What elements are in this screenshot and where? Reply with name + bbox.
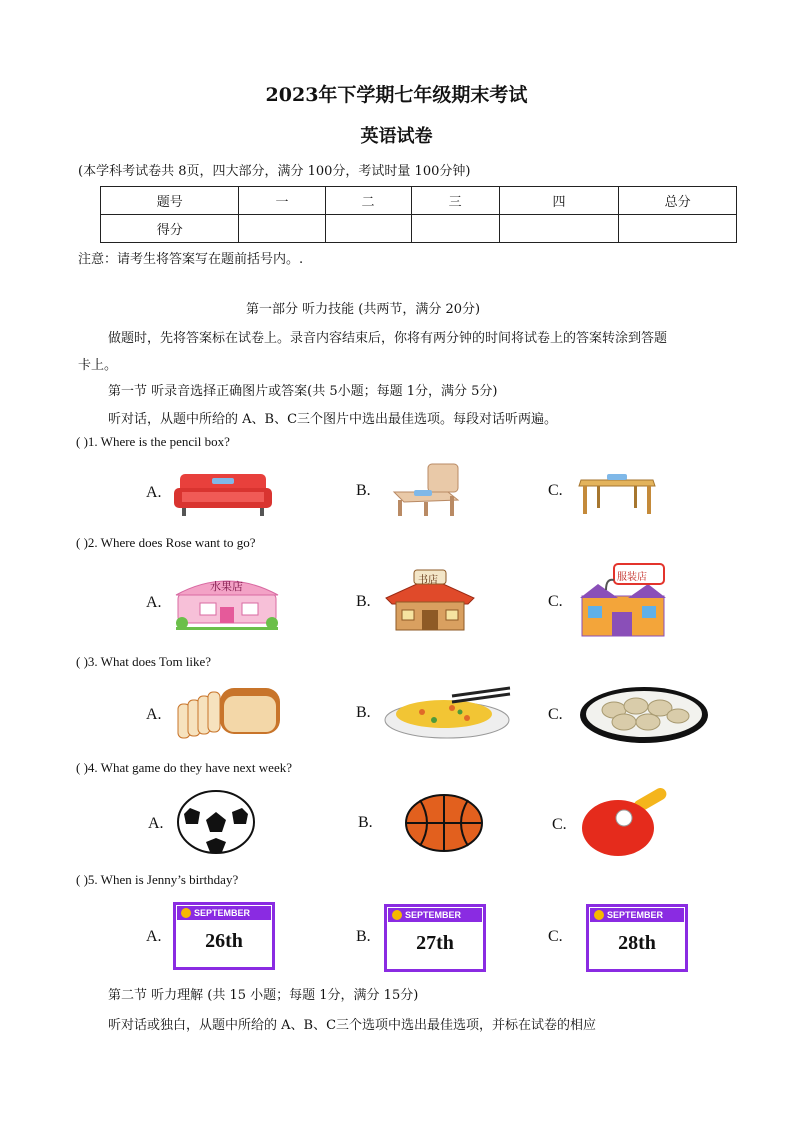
sun-icon [181,908,191,918]
part1-intro-1: 做题时，先将答案标在试卷上。录音内容结束后，你将有两分钟的时间将试卷上的答案转涂到答题 [108,331,668,346]
score-table-score-row [101,215,737,243]
ping-pong-paddle-image [580,788,672,858]
bread-image [172,682,284,742]
section1-title: 第一节 听录音选择正确图片或答案(共 5小题；每题 1分，满分 5分) [108,384,498,399]
option-b[interactable]: B. [356,704,371,721]
option-b[interactable]: B. [358,814,373,831]
notice: 注意：请考生将答案写在题前括号内。. [78,252,304,267]
calendar-header: SEPTEMBER [590,908,684,922]
sun-icon [594,910,604,920]
noodles-image [382,686,512,740]
part1-intro-2: 卡上。 [78,358,118,373]
dumplings-image [578,684,710,744]
question-3: ( )3. What does Tom like? [76,654,212,669]
option-c[interactable]: C. [548,482,563,499]
score-header-cell: 三 [411,187,499,215]
option-c[interactable]: C. [548,928,563,945]
football-image [176,790,256,854]
option-b[interactable]: B. [356,928,371,945]
option-c[interactable]: C. [552,816,567,833]
chair-image [388,462,464,518]
score-table-header-row [101,187,737,215]
table-image [577,470,657,516]
score-table [100,186,737,243]
score-row-label: 得分 [101,215,239,243]
exam-info: (本学科考试卷共 8页，四大部分，满分 100分，考试时量 100分钟) [78,164,471,179]
calendar-day: 27th [416,932,454,954]
basketball-image [404,794,484,852]
option-b[interactable]: B. [356,593,371,610]
sofa-image [172,470,274,518]
question-1: ( )1. Where is the pencil box? [76,434,230,449]
calendar-header: SEPTEMBER [177,906,271,920]
option-a[interactable]: A. [146,594,162,611]
calendar-day: 28th [618,932,656,954]
calendar-day: 26th [205,930,243,952]
question-4: ( )4. What game do they have next week? [76,760,292,775]
option-a[interactable]: A. [146,484,162,501]
option-c[interactable]: C. [548,706,563,723]
calendar-image [384,904,486,972]
option-c[interactable]: C. [548,593,563,610]
score-header-cell: 总分 [619,187,737,215]
option-a[interactable]: A. [148,815,164,832]
score-cell[interactable] [411,215,499,243]
question-2: ( )2. Where does Rose want to go? [76,535,256,550]
clothes-shop-sign: 服装店 [617,572,647,583]
bookstore-sign: 书店 [418,575,438,586]
sun-icon [392,910,402,920]
exam-title: 2023年下学期七年级期末考试 [265,84,528,106]
score-cell[interactable] [619,215,737,243]
question-5: ( )5. When is Jenny’s birthday? [76,872,239,887]
section2-instructions: 听对话或独白，从题中所给的 A、B、C三个选项中选出最佳选项，并标在试卷的相应 [108,1018,597,1033]
score-header-cell: 题号 [101,187,239,215]
section1-instructions: 听对话，从题中所给的 A、B、C三个图片中选出最佳选项。每段对话听两遍。 [108,412,558,427]
score-cell[interactable] [499,215,619,243]
part1-title: 第一部分 听力技能 (共两节，满分 20分) [246,302,481,317]
score-header-cell: 二 [325,187,411,215]
option-a[interactable]: A. [146,928,162,945]
calendar-header: SEPTEMBER [388,908,482,922]
score-cell[interactable] [239,215,325,243]
score-cell[interactable] [325,215,411,243]
exam-subtitle: 英语试卷 [360,126,433,147]
score-header-cell: 四 [499,187,619,215]
calendar-image [173,902,275,970]
fruit-shop-sign: 水果店 [210,580,243,593]
score-header-cell: 一 [239,187,325,215]
option-a[interactable]: A. [146,706,162,723]
option-b[interactable]: B. [356,482,371,499]
calendar-image [586,904,688,972]
section2-title: 第二节 听力理解 (共 15 小题；每题 1分，满分 15分) [108,988,419,1003]
